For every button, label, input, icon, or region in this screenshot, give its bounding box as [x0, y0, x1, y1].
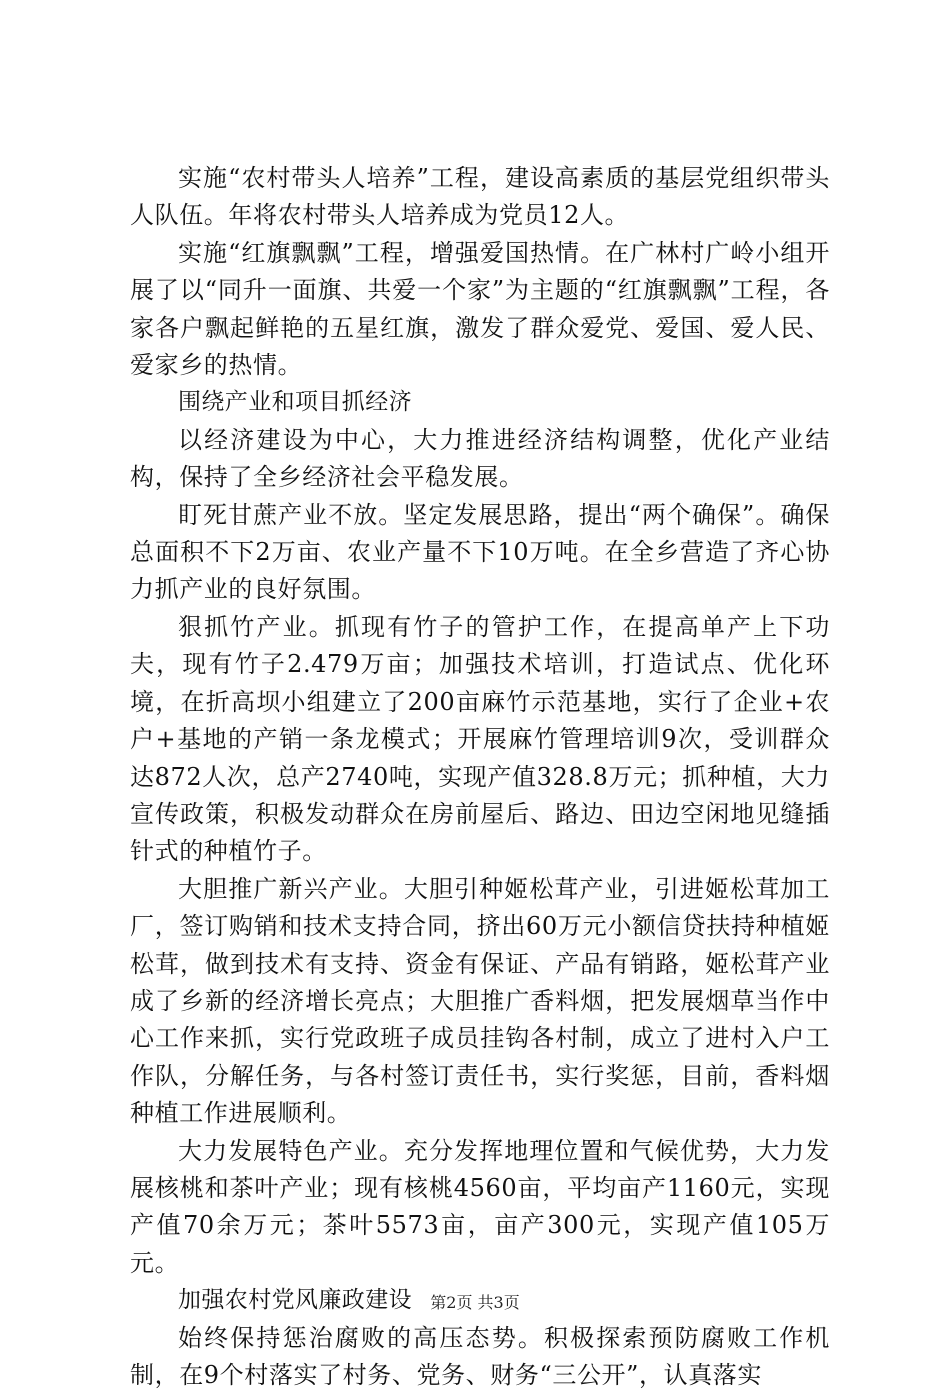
section-heading-economy: 围绕产业和项目抓经济	[178, 389, 412, 416]
paragraph-anti-corruption: 始终保持惩治腐败的高压态势。积极探索预防腐败工作机制，在9个村落实了村务、党务、财务“三公开”，认真落实	[130, 1323, 830, 1389]
paragraph-leader-training: 实施“农村带头人培养”工程，建设高素质的基层党组织带头人队伍。年将农村带头人培养成为党员12人。	[130, 164, 830, 230]
paragraph-specialty-industries: 大力发展特色产业。充分发挥地理位置和气候优势，大力发展核桃和茶叶产业；现有核桃4560亩，平均亩产1160元，实现产值70余万元；茶叶5573亩，亩产300元，实现产值105万元。	[130, 1136, 830, 1277]
paragraph-new-industries: 大胆推广新兴产业。大胆引种姬松茸产业，引进姬松茸加工厂，签订购销和技术支持合同，挤出60万元小额信贷扶持种植姬松茸，做到技术有支持、资金有保证、产品有销路，姬松茸产业成了乡新的经济增长亮点；大胆推广香料烟，把发展烟草当作中心工作来抓，实行党政班子成员挂钩各村制，成立了进村入户工作队，分解任务，与各村签订责任书，实行奖惩，目前，香料烟种植工作进展顺利。	[130, 874, 830, 1128]
document-body	[130, 160, 830, 1394]
paragraph-red-flag-project: 实施“红旗飘飘”工程，增强爱国热情。在广林村广岭小组开展了以“同升一面旗、共爱一个家”为主题的“红旗飘飘”工程，各家各户飘起鲜艳的五星红旗，激发了群众爱党、爱国、爱人民、爱家乡的热情。	[130, 238, 830, 380]
section-heading-integrity: 加强农村党风廉政建设	[178, 1287, 412, 1314]
paragraph-economic-structure: 以经济建设为中心，大力推进经济结构调整，优化产业结构，保持了全乡经济社会平稳发展。	[130, 425, 830, 492]
paragraph-bamboo: 狠抓竹产业。抓现有竹子的管护工作，在提高单产上下功夫，现有竹子2.479万亩；加强技术培训，打造试点、优化环境，在折高坝小组建立了200亩麻竹示范基地，实行了企业+农户+基地的产销一条龙模式；开展麻竹管理培训9次，受训群众达872人次，总产2740吨，实现产值328.8万元；抓种植，大力宣传政策，积极发动群众在房前屋后、路边、田边空闲地见缝插针式的种植竹子。	[130, 612, 830, 866]
page-number-footer: 第2页 共3页	[430, 1293, 520, 1312]
paragraph-sugarcane: 盯死甘蔗产业不放。坚定发展思路，提出“两个确保”。确保总面积不下2万亩、农业产量不下10万吨。在全乡营造了齐心协力抓产业的良好氛围。	[130, 500, 830, 604]
